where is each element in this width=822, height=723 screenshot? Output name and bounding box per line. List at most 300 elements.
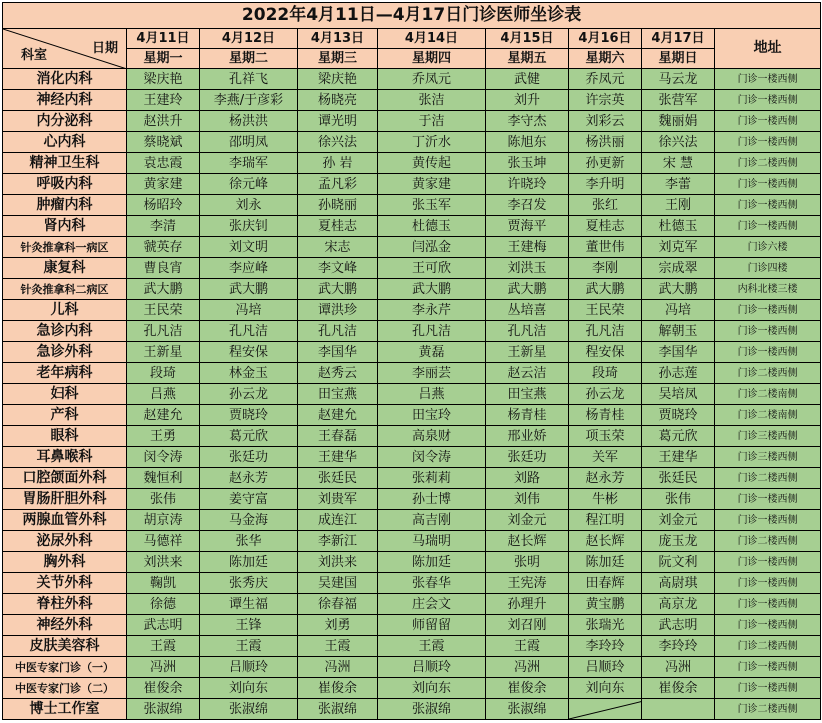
doctor-cell: 冯洲 xyxy=(298,657,378,678)
doctor-cell: 乔凤元 xyxy=(569,69,642,90)
doctor-cell: 张莉莉 xyxy=(378,468,486,489)
department-cell: 耳鼻喉科 xyxy=(3,447,127,468)
address-cell: 门诊一楼西侧 xyxy=(715,573,821,594)
doctor-cell: 孙理升 xyxy=(486,594,569,615)
doctor-cell: 李燕/于彦彩 xyxy=(200,90,298,111)
doctor-cell: 黄家建 xyxy=(378,174,486,195)
doctor-cell: 冯培 xyxy=(642,300,715,321)
table-row xyxy=(3,363,821,384)
doctor-cell: 崔俊余 xyxy=(642,678,715,699)
department-cell: 急诊外科 xyxy=(3,342,127,363)
table-row xyxy=(3,573,821,594)
doctor-cell: 徐元峰 xyxy=(200,174,298,195)
doctor-cell: 谭光明 xyxy=(298,111,378,132)
doctor-cell: 吴培凤 xyxy=(642,384,715,405)
doctor-cell: 张洁 xyxy=(378,90,486,111)
doctor-cell: 阮文利 xyxy=(642,552,715,573)
table-row xyxy=(3,321,821,342)
doctor-cell: 田春辉 xyxy=(569,573,642,594)
address-cell: 门诊一楼西侧 xyxy=(715,594,821,615)
doctor-cell: 吴建国 xyxy=(298,573,378,594)
doctor-cell: 宋志 xyxy=(298,237,378,258)
doctor-cell: 张红 xyxy=(569,195,642,216)
doctor-cell: 武健 xyxy=(486,69,569,90)
doctor-cell: 闵令涛 xyxy=(127,447,200,468)
doctor-cell: 刘洪来 xyxy=(298,552,378,573)
doctor-cell: 张玉军 xyxy=(378,195,486,216)
table-row xyxy=(3,258,821,279)
address-cell: 门诊一楼西侧 xyxy=(715,678,821,699)
table-row xyxy=(3,195,821,216)
doctor-cell: 葛元欣 xyxy=(642,426,715,447)
doctor-cell: 孟凡彩 xyxy=(298,174,378,195)
address-cell: 门诊二楼西侧 xyxy=(715,468,821,489)
doctor-cell: 崔俊余 xyxy=(298,678,378,699)
doctor-cell: 高尉琪 xyxy=(642,573,715,594)
department-cell: 口腔颌面外科 xyxy=(3,468,127,489)
table-row xyxy=(3,552,821,573)
doctor-cell: 葛元欣 xyxy=(200,426,298,447)
department-cell: 泌尿外科 xyxy=(3,531,127,552)
doctor-cell: 吕燕 xyxy=(378,384,486,405)
doctor-cell: 孙志莲 xyxy=(642,363,715,384)
address-cell: 门诊一楼西侧 xyxy=(715,489,821,510)
table-row xyxy=(3,531,821,552)
schedule-table xyxy=(2,2,821,720)
table-row xyxy=(3,468,821,489)
doctor-cell: 李应峰 xyxy=(200,258,298,279)
doctor-cell: 丛培喜 xyxy=(486,300,569,321)
doctor-cell: 冯洲 xyxy=(127,657,200,678)
doctor-cell: 王民荣 xyxy=(127,300,200,321)
doctor-cell: 张廷功 xyxy=(486,447,569,468)
doctor-cell: 闵令涛 xyxy=(378,447,486,468)
doctor-cell: 王春磊 xyxy=(298,426,378,447)
doctor-cell: 张淑绵 xyxy=(298,699,378,720)
doctor-cell: 宋 慧 xyxy=(642,153,715,174)
doctor-cell: 李新江 xyxy=(298,531,378,552)
doctor-cell: 孙士博 xyxy=(378,489,486,510)
doctor-cell: 邵明凤 xyxy=(200,132,298,153)
doctor-cell: 李国华 xyxy=(298,342,378,363)
doctor-cell: 李玲玲 xyxy=(642,636,715,657)
doctor-cell: 张秀庆 xyxy=(200,573,298,594)
doctor-cell: 吕顺玲 xyxy=(378,657,486,678)
doctor-cell: 张淑绵 xyxy=(200,699,298,720)
doctor-cell: 丁沂水 xyxy=(378,132,486,153)
doctor-cell: 高京龙 xyxy=(642,594,715,615)
doctor-cell: 杨洪洪 xyxy=(200,111,298,132)
doctor-cell: 王霞 xyxy=(298,636,378,657)
department-cell: 神经内科 xyxy=(3,90,127,111)
doctor-cell: 孙更新 xyxy=(569,153,642,174)
doctor-cell: 魏恒利 xyxy=(127,468,200,489)
doctor-cell: 孔凡洁 xyxy=(127,321,200,342)
department-cell: 产科 xyxy=(3,405,127,426)
doctor-cell: 杨洪丽 xyxy=(569,132,642,153)
doctor-cell: 宗成翠 xyxy=(642,258,715,279)
table-row xyxy=(3,510,821,531)
doctor-cell: 谭洪珍 xyxy=(298,300,378,321)
doctor-cell: 程安保 xyxy=(569,342,642,363)
department-cell: 针灸推拿科二病区 xyxy=(3,279,127,300)
department-cell: 胃肠肝胆外科 xyxy=(3,489,127,510)
doctor-cell: 武志明 xyxy=(127,615,200,636)
doctor-cell: 王霞 xyxy=(486,636,569,657)
doctor-cell: 刘伟 xyxy=(486,489,569,510)
table-row xyxy=(3,132,821,153)
doctor-cell: 贾海平 xyxy=(486,216,569,237)
doctor-cell: 赵洪升 xyxy=(127,111,200,132)
doctor-cell: 夏桂志 xyxy=(569,216,642,237)
table-row xyxy=(3,90,821,111)
department-cell: 肿瘤内科 xyxy=(3,195,127,216)
doctor-cell: 杨昭玲 xyxy=(127,195,200,216)
table-row xyxy=(3,636,821,657)
department-cell: 针灸推拿科一病区 xyxy=(3,237,127,258)
doctor-cell: 吕顺玲 xyxy=(200,657,298,678)
doctor-cell: 梁庆艳 xyxy=(127,69,200,90)
doctor-cell: 王宪涛 xyxy=(486,573,569,594)
doctor-cell: 王霞 xyxy=(378,636,486,657)
doctor-cell: 鞠凯 xyxy=(127,573,200,594)
doctor-cell: 李永芹 xyxy=(378,300,486,321)
doctor-cell: 黄磊 xyxy=(378,342,486,363)
doctor-cell: 张伟 xyxy=(127,489,200,510)
table-row xyxy=(3,342,821,363)
doctor-cell: 赵长辉 xyxy=(486,531,569,552)
weekday-header: 星期四 xyxy=(378,49,486,69)
doctor-cell: 谭生福 xyxy=(200,594,298,615)
doctor-cell: 张春华 xyxy=(378,573,486,594)
address-cell: 门诊二楼西侧 xyxy=(715,363,821,384)
empty-slot-cell xyxy=(569,699,642,720)
doctor-cell: 王建玲 xyxy=(127,90,200,111)
doctor-cell: 陈旭东 xyxy=(486,132,569,153)
department-cell: 脊柱外科 xyxy=(3,594,127,615)
weekday-header: 星期五 xyxy=(486,49,569,69)
doctor-cell: 黄宝鹏 xyxy=(569,594,642,615)
doctor-cell: 李丽芸 xyxy=(378,363,486,384)
doctor-cell: 邢业娇 xyxy=(486,426,569,447)
doctor-cell: 刘金元 xyxy=(642,510,715,531)
address-cell: 门诊二楼西侧 xyxy=(715,699,821,720)
table-row xyxy=(3,111,821,132)
doctor-cell: 赵建允 xyxy=(298,405,378,426)
doctor-cell: 王刚 xyxy=(642,195,715,216)
department-cell: 儿科 xyxy=(3,300,127,321)
doctor-cell: 刘金元 xyxy=(486,510,569,531)
doctor-cell: 李刚 xyxy=(569,258,642,279)
table-row xyxy=(3,174,821,195)
doctor-cell: 王勇 xyxy=(127,426,200,447)
department-cell: 妇科 xyxy=(3,384,127,405)
table-row xyxy=(3,489,821,510)
table-row xyxy=(3,237,821,258)
doctor-cell: 李清 xyxy=(127,216,200,237)
doctor-cell: 王建华 xyxy=(298,447,378,468)
doctor-cell: 乔凤元 xyxy=(378,69,486,90)
doctor-cell: 孙云龙 xyxy=(569,384,642,405)
doctor-cell: 刘向东 xyxy=(378,678,486,699)
table-row xyxy=(3,153,821,174)
doctor-cell: 武大鹏 xyxy=(298,279,378,300)
weekday-header: 星期六 xyxy=(569,49,642,69)
doctor-cell: 王霞 xyxy=(127,636,200,657)
doctor-cell: 赵云洁 xyxy=(486,363,569,384)
doctor-cell: 马云龙 xyxy=(642,69,715,90)
doctor-cell: 杨青桂 xyxy=(486,405,569,426)
doctor-cell: 闫泓金 xyxy=(378,237,486,258)
table-row xyxy=(3,594,821,615)
address-cell: 门诊二楼南侧 xyxy=(715,405,821,426)
address-cell: 门诊一楼西侧 xyxy=(715,321,821,342)
doctor-cell: 李瑞军 xyxy=(200,153,298,174)
doctor-cell: 孙晓丽 xyxy=(298,195,378,216)
doctor-cell: 赵建允 xyxy=(127,405,200,426)
department-cell: 消化内科 xyxy=(3,69,127,90)
doctor-cell: 赵永芳 xyxy=(200,468,298,489)
table-row xyxy=(3,69,821,90)
doctor-cell: 孙 岩 xyxy=(298,153,378,174)
doctor-cell: 于洁 xyxy=(378,111,486,132)
address-cell: 门诊三楼西侧 xyxy=(715,426,821,447)
address-cell: 内科北楼三楼 xyxy=(715,279,821,300)
department-cell: 急诊内科 xyxy=(3,321,127,342)
doctor-cell: 刘洪玉 xyxy=(486,258,569,279)
doctor-cell: 曹良宵 xyxy=(127,258,200,279)
doctor-cell: 冯培 xyxy=(200,300,298,321)
doctor-cell: 王锋 xyxy=(200,615,298,636)
doctor-cell: 马德祥 xyxy=(127,531,200,552)
doctor-cell: 孔凡洁 xyxy=(569,321,642,342)
page-title: 2022年4月11日—4月17日门诊医师坐诊表 xyxy=(3,3,821,29)
empty-slot-cell xyxy=(642,699,715,720)
doctor-cell: 田宝玲 xyxy=(378,405,486,426)
address-cell: 门诊二楼西侧 xyxy=(715,636,821,657)
address-cell: 门诊一楼西侧 xyxy=(715,174,821,195)
address-cell: 门诊一楼西侧 xyxy=(715,90,821,111)
address-cell: 门诊二楼西侧 xyxy=(715,153,821,174)
table-row xyxy=(3,279,821,300)
table-row xyxy=(3,657,821,678)
doctor-cell: 吕顺玲 xyxy=(569,657,642,678)
doctor-cell: 孔凡洁 xyxy=(298,321,378,342)
doctor-cell: 虢英存 xyxy=(127,237,200,258)
doctor-cell: 杜德玉 xyxy=(378,216,486,237)
doctor-cell: 武大鹏 xyxy=(569,279,642,300)
weekday-header: 星期二 xyxy=(200,49,298,69)
weekday-header: 星期日 xyxy=(642,49,715,69)
table-row xyxy=(3,447,821,468)
doctor-cell: 刘路 xyxy=(486,468,569,489)
doctor-cell: 武大鹏 xyxy=(200,279,298,300)
doctor-cell: 刘永 xyxy=(200,195,298,216)
doctor-cell: 贾晓玲 xyxy=(200,405,298,426)
doctor-cell: 姜守富 xyxy=(200,489,298,510)
doctor-cell: 赵长辉 xyxy=(569,531,642,552)
department-cell: 内分泌科 xyxy=(3,111,127,132)
doctor-cell: 武大鹏 xyxy=(642,279,715,300)
doctor-cell: 李召发 xyxy=(486,195,569,216)
doctor-cell: 程江明 xyxy=(569,510,642,531)
address-cell: 门诊四楼 xyxy=(715,258,821,279)
doctor-cell: 孔凡洁 xyxy=(378,321,486,342)
doctor-cell: 王霞 xyxy=(200,636,298,657)
doctor-cell: 徐春福 xyxy=(298,594,378,615)
department-cell: 中医专家门诊（二） xyxy=(3,678,127,699)
weekday-header: 星期一 xyxy=(127,49,200,69)
table-row xyxy=(3,678,821,699)
doctor-cell: 刘贵军 xyxy=(298,489,378,510)
table-row xyxy=(3,615,821,636)
doctor-cell: 林金玉 xyxy=(200,363,298,384)
weekday-header: 星期三 xyxy=(298,49,378,69)
doctor-cell: 高吉刚 xyxy=(378,510,486,531)
table-row xyxy=(3,426,821,447)
date-header: 4月14日 xyxy=(378,29,486,49)
doctor-cell: 李升明 xyxy=(569,174,642,195)
doctor-cell: 王建梅 xyxy=(486,237,569,258)
doctor-cell: 张瑞光 xyxy=(569,615,642,636)
doctor-cell: 冯洲 xyxy=(642,657,715,678)
corner-header xyxy=(3,29,127,69)
department-cell: 康复科 xyxy=(3,258,127,279)
doctor-cell: 李国华 xyxy=(642,342,715,363)
table-row xyxy=(3,300,821,321)
department-cell: 中医专家门诊（一） xyxy=(3,657,127,678)
doctor-cell: 武大鹏 xyxy=(486,279,569,300)
doctor-cell: 杨青桂 xyxy=(569,405,642,426)
date-header: 4月17日 xyxy=(642,29,715,49)
doctor-cell: 刘彩云 xyxy=(569,111,642,132)
doctor-cell: 梁庆艳 xyxy=(298,69,378,90)
doctor-cell: 关军 xyxy=(569,447,642,468)
doctor-cell: 项玉荣 xyxy=(569,426,642,447)
doctor-cell: 张伟 xyxy=(642,489,715,510)
department-cell: 心内科 xyxy=(3,132,127,153)
doctor-cell: 张廷功 xyxy=(200,447,298,468)
table-row xyxy=(3,384,821,405)
corner-date-label: 日期 xyxy=(91,41,118,56)
doctor-cell: 袁忠霞 xyxy=(127,153,200,174)
doctor-cell: 武大鹏 xyxy=(378,279,486,300)
doctor-cell: 赵永芳 xyxy=(569,468,642,489)
schedule-sheet xyxy=(2,2,820,721)
doctor-cell: 杜德玉 xyxy=(642,216,715,237)
doctor-cell: 陈加廷 xyxy=(378,552,486,573)
doctor-cell: 许宗英 xyxy=(569,90,642,111)
doctor-cell: 田宝燕 xyxy=(298,384,378,405)
doctor-cell: 张明 xyxy=(486,552,569,573)
doctor-cell: 董世伟 xyxy=(569,237,642,258)
doctor-cell: 魏丽娟 xyxy=(642,111,715,132)
doctor-cell: 武大鹏 xyxy=(127,279,200,300)
address-cell: 门诊一楼西侧 xyxy=(715,69,821,90)
doctor-cell: 师留留 xyxy=(378,615,486,636)
address-cell: 门诊一楼西侧 xyxy=(715,195,821,216)
doctor-cell: 徐兴法 xyxy=(642,132,715,153)
doctor-cell: 刘文明 xyxy=(200,237,298,258)
address-header: 地址 xyxy=(715,29,821,69)
department-cell: 肾内科 xyxy=(3,216,127,237)
department-cell: 神经外科 xyxy=(3,615,127,636)
address-cell: 门诊一楼西侧 xyxy=(715,510,821,531)
doctor-cell: 张玉坤 xyxy=(486,153,569,174)
doctor-cell: 张庆钊 xyxy=(200,216,298,237)
doctor-cell: 吕燕 xyxy=(127,384,200,405)
doctor-cell: 王新星 xyxy=(486,342,569,363)
doctor-cell: 张淑绵 xyxy=(486,699,569,720)
doctor-cell: 徐兴法 xyxy=(298,132,378,153)
doctor-cell: 张华 xyxy=(200,531,298,552)
date-header: 4月16日 xyxy=(569,29,642,49)
doctor-cell: 孔凡洁 xyxy=(200,321,298,342)
doctor-cell: 张廷民 xyxy=(298,468,378,489)
doctor-cell: 胡京涛 xyxy=(127,510,200,531)
doctor-cell: 成连江 xyxy=(298,510,378,531)
doctor-cell: 庄会文 xyxy=(378,594,486,615)
doctor-cell: 刘勇 xyxy=(298,615,378,636)
doctor-cell: 许晓玲 xyxy=(486,174,569,195)
doctor-cell: 张淑绵 xyxy=(378,699,486,720)
address-cell: 门诊一楼西侧 xyxy=(715,552,821,573)
doctor-cell: 冯洲 xyxy=(486,657,569,678)
doctor-cell: 武志明 xyxy=(642,615,715,636)
department-cell: 精神卫生科 xyxy=(3,153,127,174)
doctor-cell: 庞玉龙 xyxy=(642,531,715,552)
doctor-cell: 马金海 xyxy=(200,510,298,531)
date-header: 4月13日 xyxy=(298,29,378,49)
doctor-cell: 段琦 xyxy=(569,363,642,384)
doctor-cell: 夏桂志 xyxy=(298,216,378,237)
doctor-cell: 孙云龙 xyxy=(200,384,298,405)
department-cell: 皮肤美容科 xyxy=(3,636,127,657)
address-cell: 门诊二楼西侧 xyxy=(715,531,821,552)
table-row xyxy=(3,216,821,237)
date-header: 4月11日 xyxy=(127,29,200,49)
empty-slot-diagonal xyxy=(569,699,642,719)
doctor-cell: 刘向东 xyxy=(200,678,298,699)
doctor-cell: 张淑绵 xyxy=(127,699,200,720)
date-header: 4月15日 xyxy=(486,29,569,49)
doctor-cell: 黄家建 xyxy=(127,174,200,195)
doctor-cell: 张廷民 xyxy=(642,468,715,489)
doctor-cell: 李蕾 xyxy=(642,174,715,195)
doctor-cell: 刘升 xyxy=(486,90,569,111)
doctor-cell: 崔俊余 xyxy=(486,678,569,699)
doctor-cell: 崔俊余 xyxy=(127,678,200,699)
department-cell: 关节外科 xyxy=(3,573,127,594)
doctor-cell: 李玲玲 xyxy=(569,636,642,657)
doctor-cell: 刘召刚 xyxy=(486,615,569,636)
doctor-cell: 田宝燕 xyxy=(486,384,569,405)
doctor-cell: 李守杰 xyxy=(486,111,569,132)
address-cell: 门诊一楼西侧 xyxy=(715,615,821,636)
doctor-cell: 段琦 xyxy=(127,363,200,384)
department-cell: 胸外科 xyxy=(3,552,127,573)
doctor-cell: 牛彬 xyxy=(569,489,642,510)
doctor-cell: 程安保 xyxy=(200,342,298,363)
corner-dept-label: 科室 xyxy=(21,48,48,63)
date-header: 4月12日 xyxy=(200,29,298,49)
address-cell: 门诊六楼 xyxy=(715,237,821,258)
address-cell: 门诊一楼西侧 xyxy=(715,300,821,321)
doctor-cell: 解朝玉 xyxy=(642,321,715,342)
department-cell: 老年病科 xyxy=(3,363,127,384)
doctor-cell: 陈加廷 xyxy=(569,552,642,573)
doctor-cell: 马瑞明 xyxy=(378,531,486,552)
